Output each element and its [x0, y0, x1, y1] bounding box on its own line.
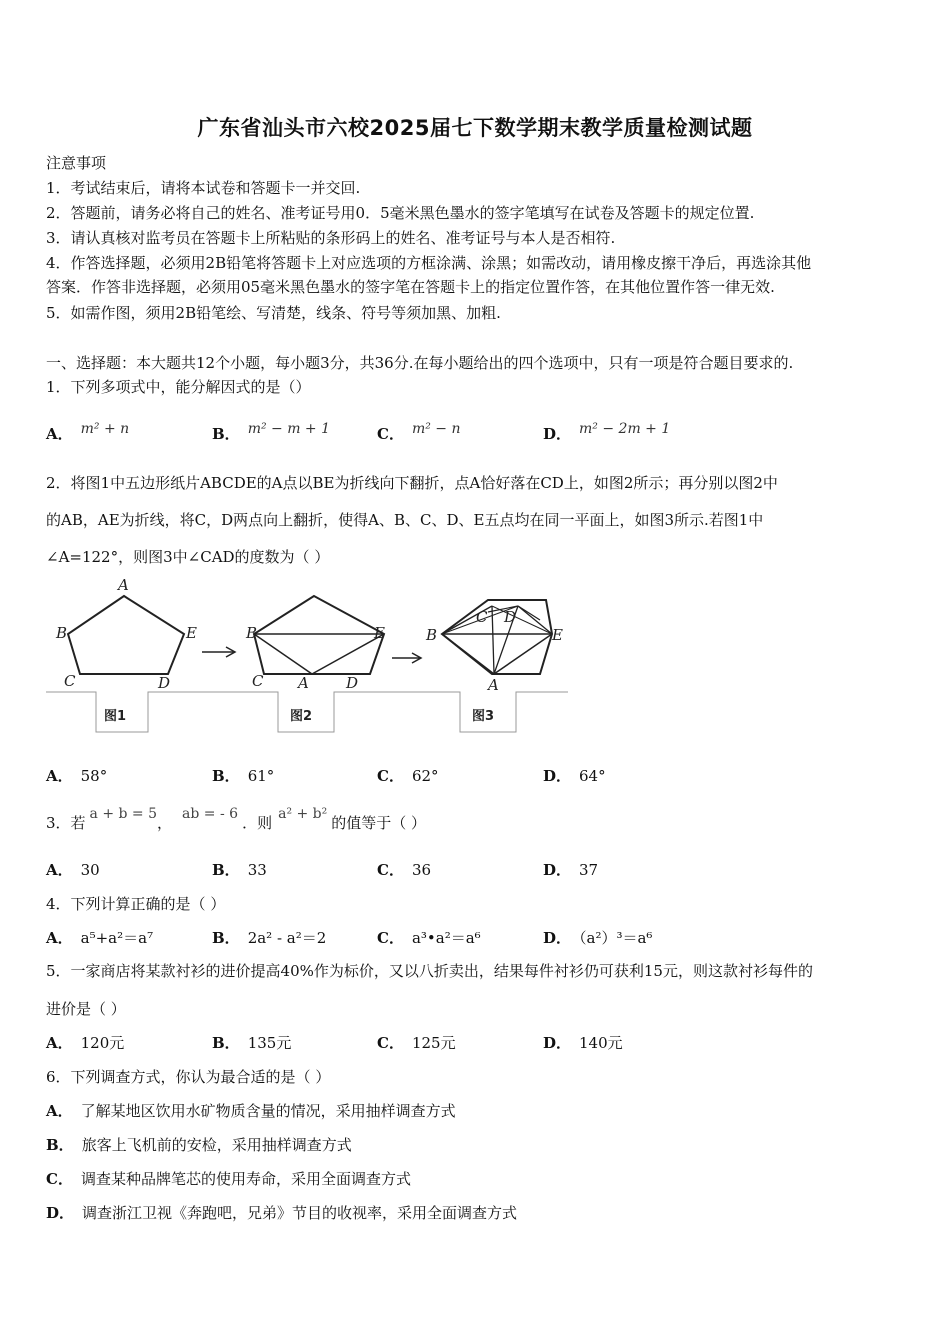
option-text: （a²）³＝a⁶ — [579, 929, 653, 947]
q5-option-d — [543, 1032, 623, 1053]
option-label: A． — [46, 767, 73, 785]
fig3-label-a: A — [488, 676, 499, 694]
figure-2-shape — [254, 596, 384, 674]
option-label: C． — [377, 767, 404, 785]
option-label: B． — [212, 425, 240, 443]
option-label: C． — [377, 861, 404, 879]
option-text: 33 — [247, 861, 267, 879]
q4-option-a — [46, 927, 153, 948]
option-math: m² − 2m + 1 — [579, 421, 671, 437]
option-text: 37 — [579, 861, 599, 879]
option-text: 30 — [80, 861, 100, 879]
q5-option-c — [377, 1032, 456, 1053]
question-4-stem: 4．下列计算正确的是（ ） — [46, 895, 226, 913]
q1-option-a — [46, 423, 129, 444]
option-math: m² − m + 1 — [247, 421, 331, 437]
notice-item: 1．考试结束后，请将本试卷和答题卡一并交回. — [46, 179, 361, 197]
notice-heading: 注意事项 — [46, 154, 107, 172]
option-label: B． — [212, 767, 240, 785]
option-text: 120元 — [80, 1034, 125, 1052]
option-label: A． — [46, 1102, 73, 1120]
question-2-line: 2．将图1中五边形纸片ABCDE的A点以BE为折线向下翻折，点A恰好落在CD上，如图2所示；再分别以图2中 — [46, 474, 778, 492]
page-title: 广东省汕头市六校2025届七下数学期末教学质量检测试题 — [197, 116, 753, 140]
figure-1-pentagon — [68, 596, 184, 674]
q1-option-b — [212, 423, 330, 444]
option-text: a⁵+a²＝a⁷ — [80, 929, 154, 947]
q2-figures — [40, 576, 580, 740]
fig2-label-b: B — [246, 624, 258, 642]
fig1-label-c: C — [64, 672, 76, 690]
fig1-label-b: B — [56, 624, 68, 642]
q3-option-b — [212, 859, 267, 880]
option-text: 旅客上飞机前的安检，采用抽样调查方式 — [81, 1136, 352, 1154]
fig3-label-c: C — [476, 608, 488, 626]
q6-option-d — [46, 1202, 517, 1223]
option-math: m² + n — [80, 421, 130, 437]
option-text: a³•a²＝a⁶ — [411, 929, 481, 947]
q2-option-d — [543, 765, 606, 786]
option-label: D． — [543, 425, 572, 443]
notice-item: 3．请认真核对监考员在答题卡上所粘贴的条形码上的姓名、准考证号与本人是否相符. — [46, 229, 616, 247]
question-1-stem: 1．下列多项式中，能分解因式的是（） — [46, 378, 311, 396]
figure-3-caption: 图3 — [472, 709, 495, 724]
option-text: 61° — [247, 767, 275, 785]
fig3-label-e: E — [552, 626, 563, 644]
option-label: A． — [46, 425, 73, 443]
q2-option-a — [46, 765, 107, 786]
q3-option-a — [46, 859, 100, 880]
q4-option-b — [212, 927, 326, 948]
option-label: A． — [46, 1034, 73, 1052]
q3-option-d — [543, 859, 598, 880]
option-text: 2a² - a²＝2 — [247, 929, 327, 947]
q2-option-b — [212, 765, 274, 786]
option-text: 调查浙江卫视《奔跑吧，兄弟》节目的收视率，采用全面调查方式 — [82, 1204, 518, 1222]
fig1-label-d: D — [158, 674, 171, 692]
q5-option-b — [212, 1032, 291, 1053]
option-label: C． — [46, 1170, 73, 1188]
q3-eq1: a + b = 5 — [89, 806, 158, 822]
option-text: 62° — [411, 767, 439, 785]
q3-then: ．则 — [242, 814, 273, 832]
q3-eq3: a² + b² — [278, 806, 328, 822]
fig2-label-c: C — [252, 672, 264, 690]
q6-option-c — [46, 1168, 411, 1189]
question-2-line: ∠A=122°，则图3中∠CAD的度数为（ ） — [46, 548, 330, 566]
option-text: 64° — [579, 767, 606, 785]
section-heading: 一、选择题：本大题共12个小题，每小题3分，共36分.在每小题给出的四个选项中，只有一项是符合题目要求的. — [46, 354, 794, 372]
option-text: 调查某种品牌笔芯的使用寿命，采用全面调查方式 — [80, 1170, 411, 1188]
option-text: 140元 — [579, 1034, 623, 1052]
option-label: C． — [377, 1034, 404, 1052]
q3-suffix: 的值等于（ ） — [331, 814, 427, 832]
q3-prefix: 3．若 — [46, 814, 86, 832]
question-5-line: 进价是（ ） — [46, 1000, 126, 1018]
notice-item: 5．如需作图，须用2B铅笔绘、写清楚，线条、符号等须加黑、加粗. — [46, 304, 501, 322]
q3-option-c — [377, 859, 431, 880]
q1-option-d — [543, 423, 670, 444]
question-6-stem: 6．下列调查方式，你认为最合适的是（ ） — [46, 1068, 331, 1086]
option-text: 36 — [411, 861, 432, 879]
option-math: m² − n — [411, 421, 461, 437]
question-2-line: 的AB，AE为折线，将C，D两点向上翻折，使得A、B、C、D、E五点均在同一平面上，如图3所示.若图1中 — [46, 511, 764, 529]
q4-option-d — [543, 927, 652, 948]
fig1-label-e: E — [186, 624, 197, 642]
option-label: B． — [212, 929, 240, 947]
option-label: B． — [46, 1136, 74, 1154]
option-label: D． — [543, 767, 572, 785]
q4-option-c — [377, 927, 481, 948]
fig2-label-a: A — [298, 674, 309, 692]
option-label: C． — [377, 425, 404, 443]
option-label: B． — [212, 1034, 240, 1052]
option-label: A． — [46, 929, 73, 947]
q6-option-b — [46, 1134, 352, 1155]
q3-sep: ， — [157, 814, 173, 832]
fig3-label-d: D — [504, 608, 517, 626]
option-label: B． — [212, 861, 240, 879]
notice-item: 4．作答选择题，必须用2B铅笔将答题卡上对应选项的方框涂满、涂黑；如需改动，请用橡皮擦干净后，再选涂其他 — [46, 254, 812, 272]
option-label: D． — [543, 1034, 572, 1052]
q6-option-a — [46, 1100, 456, 1121]
figure-3-shape — [442, 600, 552, 674]
option-label: A． — [46, 861, 73, 879]
notice-item: 答案．作答非选择题，必须用05毫米黑色墨水的签字笔在答题卡上的指定位置作答，在其他位置作答一律无效. — [46, 278, 775, 296]
q3-eq2: ab = - 6 — [182, 806, 239, 822]
fig1-label-a: A — [118, 576, 129, 594]
option-label: D． — [543, 861, 572, 879]
fig2-label-d: D — [346, 674, 359, 692]
figure-1-caption: 图1 — [104, 709, 127, 724]
q1-option-c — [377, 423, 461, 444]
notice-item: 2．答题前，请务必将自己的姓名、准考证号用0．5毫米黑色墨水的签字笔填写在试卷及答题卡的规定位置. — [46, 204, 755, 222]
option-text: 58° — [80, 767, 108, 785]
option-label: D． — [543, 929, 572, 947]
question-5-line: 5．一家商店将某款衬衫的进价提高40%作为标价，又以八折卖出，结果每件衬衫仍可获利15元，则这款衬衫每件的 — [46, 962, 813, 980]
q2-option-c — [377, 765, 439, 786]
fig2-label-e: E — [374, 624, 385, 642]
q5-option-a — [46, 1032, 124, 1053]
option-label: D． — [46, 1204, 75, 1222]
option-label: C． — [377, 929, 404, 947]
option-text: 125元 — [411, 1034, 456, 1052]
question-3-stem — [46, 806, 427, 833]
fig3-label-b: B — [426, 626, 438, 644]
option-text: 135元 — [247, 1034, 292, 1052]
figure-2-caption: 图2 — [290, 709, 313, 724]
option-text: 了解某地区饮用水矿物质含量的情况，采用抽样调查方式 — [80, 1102, 456, 1120]
